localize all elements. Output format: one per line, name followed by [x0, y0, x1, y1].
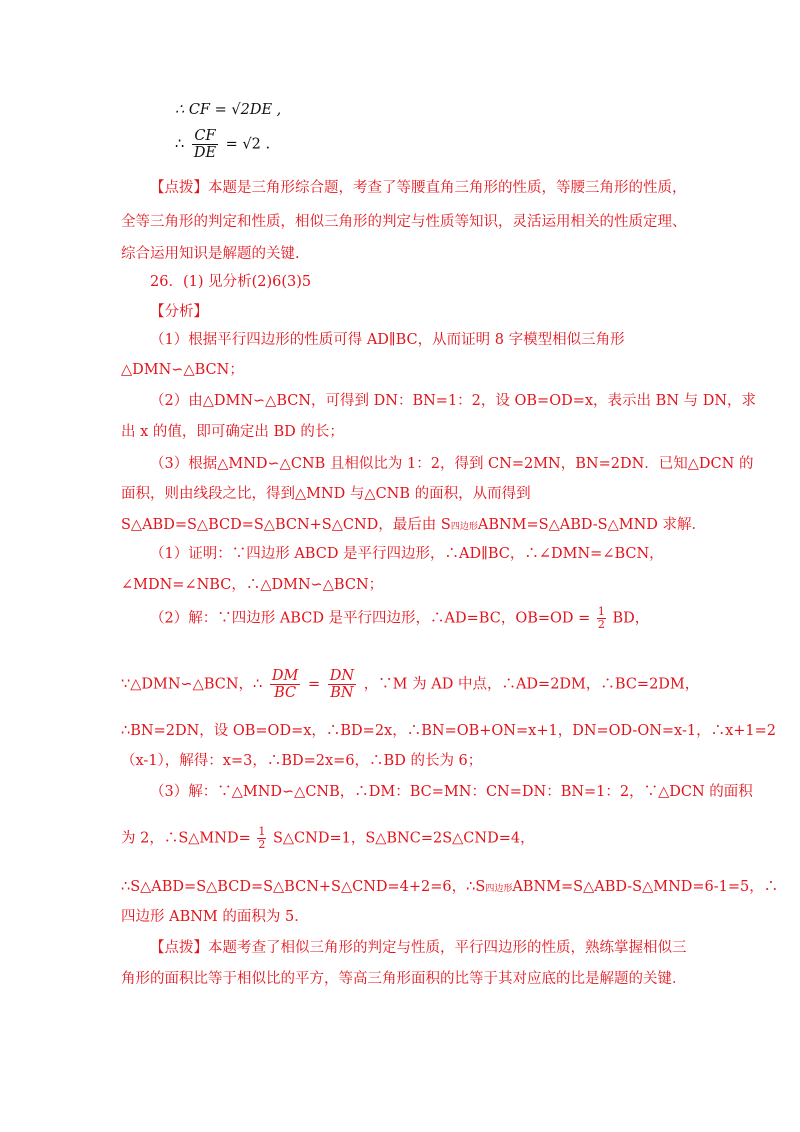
solution-2-line-1: [150, 606, 710, 638]
fraction-numerator: 1: [258, 825, 266, 838]
solution-2-line-4: （x-1），解得：x=3，∴BD=2x=6，∴BD 的长为 6；: [121, 753, 483, 769]
remark-line-3: 综合运用知识是解题的关键.: [121, 246, 300, 262]
fraction-denominator: 2: [597, 618, 605, 631]
equation-cf: ∴ CF = √2DE ,: [175, 102, 282, 118]
solution-2-text-b: BD，: [612, 610, 650, 627]
analysis-3-text-a: S△ABD=S△BCD=S△BCN+S△CND，最后由 S: [121, 517, 451, 533]
solution-3c-text-b: ABNM=S△ABD-S△MND=6-1=5，∴: [512, 879, 779, 895]
analysis-3-line-1: （3）根据△MND∽△CNB 且相似比为 1：2，得到 CN=2MN，BN=2DN．已知△DCN 的: [150, 456, 754, 472]
analysis-1-line-1: （1）根据平行四边形的性质可得 AD∥BC，从而证明 8 字模型相似三角形: [150, 332, 625, 348]
solution-3-line-3: [121, 878, 779, 898]
analysis-3-line-2: 面积，则由线段之比，得到△MND 与△CNB 的面积，从而得到: [121, 486, 531, 502]
solution-2b-text-b: ，∵M 为 AD 中点，∴AD=2DM，∴BC=2DM，: [363, 676, 700, 693]
analysis-1-line-2: △DMN∽△BCN；: [121, 362, 244, 378]
solution-3b-text-a: 为 2，∴S△MND=: [121, 830, 251, 847]
solution-2-text-a: （2）解：∵四边形 ABCD 是平行四边形，∴AD=BC，OB=OD =: [150, 610, 591, 627]
analysis-3-subscript: 四边形: [450, 522, 478, 532]
remark-2-line-2: 角形的面积比等于相似比的平方，等高三角形面积的比等于其对应底的比是解题的关键．: [121, 971, 687, 987]
analysis-3-line-3: [121, 516, 707, 536]
analysis-2-line-2: 出 x 的值，即可确定出 BD 的长；: [121, 424, 344, 440]
solution-2-line-2: [121, 668, 700, 708]
solution-1-line-2: ∠MDN=∠NBC，∴△DMN∽△BCN；: [121, 577, 384, 593]
dm-bc-fraction: [270, 668, 300, 701]
solution-3-line-1: （3）解：∵△MND∽△CNB，∴DM：BC=MN：CN=DN：BN=1：2，∵△DCN 的面积: [150, 784, 753, 800]
fraction-numerator: DN: [329, 668, 355, 684]
question-26-header: 26．(1) 见分析(2)6(3)5: [150, 274, 312, 290]
fraction-numerator: CF: [192, 128, 218, 145]
solution-3-line-2: [121, 826, 681, 858]
solution-2-line-3: ∴BN=2DN，设 OB=OD=x，∴BD=2x，∴BN=OB+ON=x+1，DN=OD-ON=x-1，∴x+1=2: [121, 723, 777, 739]
solution-3-line-4: 四边形 ABNM 的面积为 5．: [121, 909, 309, 925]
therefore-symbol: ∴: [175, 136, 185, 153]
solution-2b-text-a: ∵△DMN∽△BCN，∴: [121, 676, 263, 693]
ratio-fraction: [192, 128, 218, 161]
ratio-value: = √2 .: [225, 136, 271, 153]
remark-2-line-1: 【点拨】本题考查了相似三角形的判定与性质，平行四边形的性质，熟练掌握相似三: [150, 940, 687, 956]
solution-1-line-1: （1）证明：∵四边形 ABCD 是平行四边形，∴AD∥BC，∴∠DMN=∠BCN，: [150, 546, 664, 562]
fraction-denominator: BN: [330, 685, 354, 701]
fraction-denominator: DE: [193, 145, 217, 161]
half-fraction-2: [257, 826, 266, 851]
fraction-numerator: 1: [597, 605, 605, 618]
equation-ratio: [175, 128, 735, 162]
remark-line-1: 【点拨】本题是三角形综合题，考查了等腰直角三角形的性质，等腰三角形的性质，: [150, 180, 687, 196]
fraction-numerator: DM: [271, 668, 299, 684]
half-fraction: [597, 606, 606, 631]
dn-bn-fraction: [328, 668, 356, 701]
solution-3c-subscript: 四边形: [485, 884, 513, 894]
analysis-label: 【分析】: [150, 304, 208, 320]
analysis-3-text-b: ABNM=S△ABD-S△MND 求解．: [477, 517, 707, 533]
solution-3b-text-b: S△CND=1，S△BNC=2S△CND=4，: [272, 830, 535, 847]
fraction-denominator: BC: [274, 685, 297, 701]
remark-line-2: 全等三角形的判定和性质，相似三角形的判定与性质等知识，灵活运用相关的性质定理、: [121, 214, 687, 230]
analysis-2-line-1: （2）由△DMN∽△BCN，可得到 DN：BN=1：2，设 OB=OD=x，表示出 BN 与 DN，求: [150, 393, 757, 409]
equals-sign: =: [307, 676, 321, 693]
fraction-denominator: 2: [258, 838, 266, 851]
solution-3c-text-a: ∴S△ABD=S△BCD=S△BCN+S△CND=4+2=6，∴S: [121, 879, 486, 895]
